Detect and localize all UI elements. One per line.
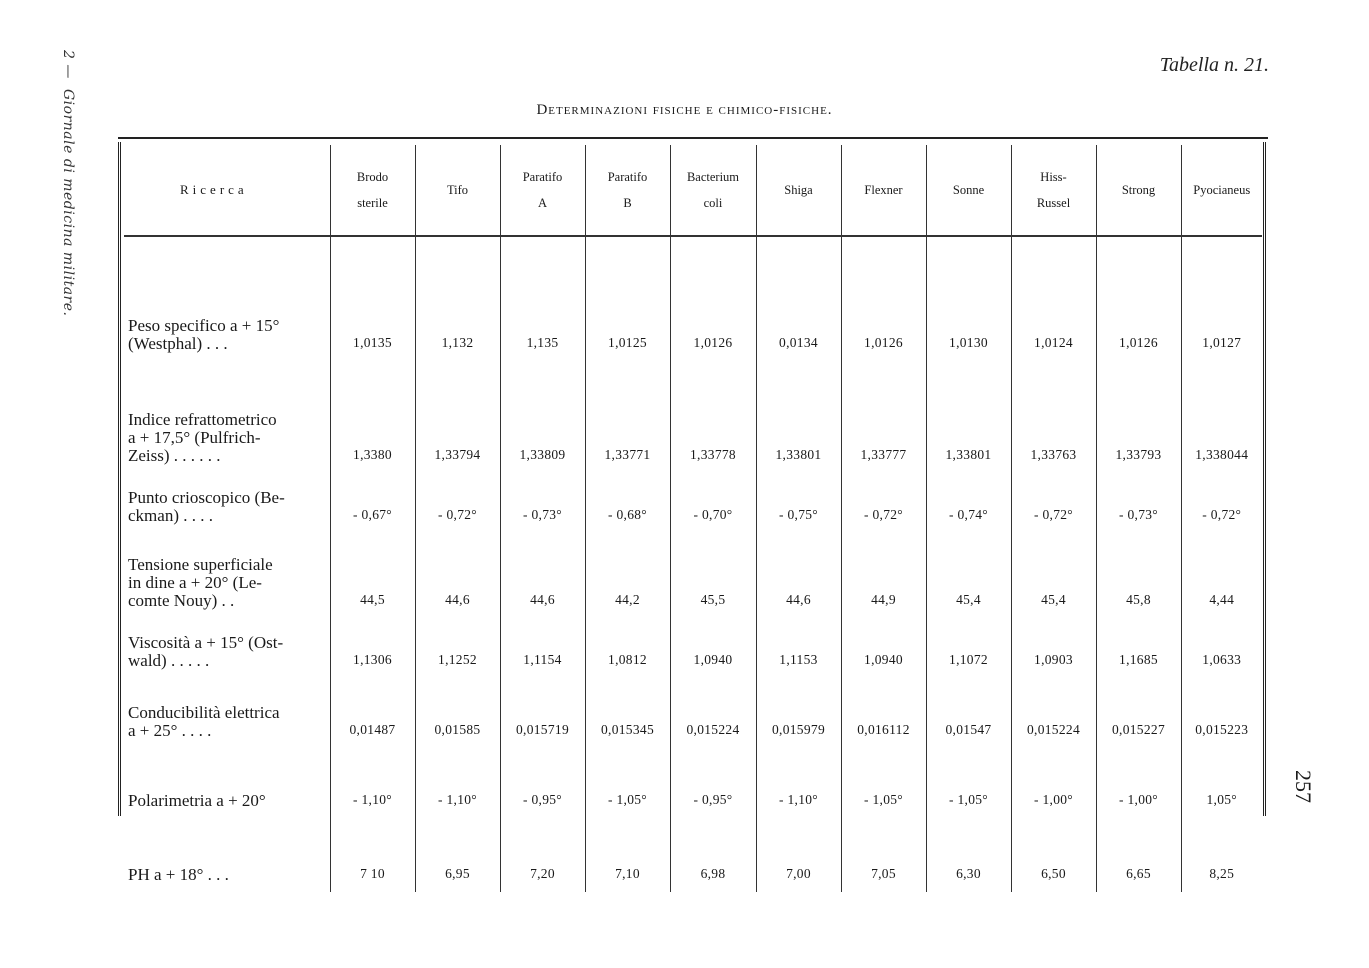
cell-value: 1,1072	[949, 652, 988, 667]
top-rule	[118, 137, 1268, 139]
side-note	[48, 50, 88, 350]
cell-value: 1,135	[526, 335, 559, 350]
table-cell	[756, 361, 841, 473]
table-cell	[670, 533, 756, 618]
row-label-line: Zeiss) . . . . . .	[128, 446, 221, 465]
page-marker: 2 —	[60, 50, 76, 79]
table-cell	[500, 748, 585, 818]
cell-value: 1,0633	[1202, 652, 1242, 667]
cell-value: - 0,73°	[1119, 507, 1158, 522]
cell-value: 0,015345	[600, 722, 655, 737]
table-cell	[330, 618, 415, 678]
table-cell	[841, 818, 926, 892]
measurements-table	[124, 145, 1262, 892]
table-cell	[330, 473, 415, 533]
row-label-line: Conducibilità elettrica	[128, 703, 280, 722]
table-cell	[841, 361, 926, 473]
cell-value: - 0,95°	[523, 792, 562, 807]
cell-value: 1,0130	[949, 335, 988, 350]
cell-value: 1,33771	[604, 447, 651, 462]
table-cell	[1011, 818, 1096, 892]
column-header-line1: Paratifo	[607, 170, 648, 184]
column-header	[926, 145, 1011, 236]
cell-value: 1,33801	[945, 447, 992, 462]
page-title: Determinazioni fisiche e chimico-fisiche.	[536, 102, 833, 118]
table-cell	[670, 361, 756, 473]
table-cell	[500, 236, 585, 361]
column-header	[670, 145, 756, 236]
table-cell	[841, 748, 926, 818]
table-cell	[1096, 533, 1181, 618]
table-cell	[926, 236, 1011, 361]
cell-value: 1,1685	[1119, 652, 1158, 667]
column-header	[585, 145, 670, 236]
cell-value: 1,3380	[353, 447, 392, 462]
cell-value: 0,015224	[686, 722, 740, 737]
table-cell	[1096, 748, 1181, 818]
table-cell	[1011, 236, 1096, 361]
table-cell	[585, 533, 670, 618]
table-cell	[1181, 533, 1262, 618]
row-label	[124, 533, 330, 618]
table-cell	[1096, 818, 1181, 892]
table-cell	[756, 236, 841, 361]
cell-value: 0,01547	[945, 722, 992, 737]
cell-value: 6,50	[1041, 866, 1066, 881]
table-cell	[1181, 748, 1262, 818]
cell-value: 1,33793	[1115, 447, 1162, 462]
table-cell	[1011, 361, 1096, 473]
table-cell	[1181, 618, 1262, 678]
cell-value: 44,2	[615, 592, 640, 607]
cell-value: 1,338044	[1195, 447, 1249, 462]
column-header-line1: Sonne	[952, 183, 985, 197]
row-label-line: (Westphal) . . .	[128, 334, 228, 353]
table-cell	[330, 818, 415, 892]
cell-value: - 0,72°	[864, 507, 903, 522]
cell-value: 0,015719	[515, 722, 570, 737]
table-cell	[926, 473, 1011, 533]
cell-value: - 1,10°	[779, 792, 818, 807]
cell-value: - 0,67°	[353, 507, 392, 522]
table-cell	[670, 818, 756, 892]
cell-value: 0,016112	[857, 722, 910, 737]
table-cell	[841, 678, 926, 748]
cell-value: 0,01585	[434, 722, 481, 737]
cell-value: 0,015224	[1026, 722, 1081, 737]
cell-value: 1,0125	[608, 335, 647, 350]
cell-value: 1,132	[441, 335, 474, 350]
column-header-line1: Paratifo	[522, 170, 563, 184]
table-row	[124, 618, 1262, 678]
table-body	[124, 236, 1262, 892]
table-row	[124, 818, 1262, 892]
row-label	[124, 678, 330, 748]
cell-value: - 1,00°	[1034, 792, 1073, 807]
row-label	[124, 618, 330, 678]
cell-value: 1,0127	[1202, 335, 1242, 350]
table-cell	[926, 748, 1011, 818]
cell-value: - 0,72°	[1202, 507, 1242, 522]
cell-value: - 0,73°	[523, 507, 562, 522]
table-cell	[500, 818, 585, 892]
table-cell	[585, 748, 670, 818]
cell-value: 0,01487	[349, 722, 396, 737]
row-label-line: Punto crioscopico (Be-	[128, 488, 285, 507]
table-cell	[756, 618, 841, 678]
cell-value: 0,015227	[1111, 722, 1166, 737]
row-label-line: ckman) . . . .	[128, 506, 213, 525]
row-label-line: Viscosità a + 15° (Ost-	[128, 633, 284, 652]
cell-value: - 1,10°	[438, 792, 477, 807]
table-cell	[756, 473, 841, 533]
column-header-line2: sterile	[357, 196, 388, 210]
table-cell	[1011, 473, 1096, 533]
cell-value: - 0,72°	[1034, 507, 1073, 522]
table-cell	[1096, 473, 1181, 533]
row-label-line: Indice refrattometrico	[128, 410, 277, 429]
cell-value: 6,30	[956, 866, 981, 881]
table-row	[124, 678, 1262, 748]
table-cell	[1096, 236, 1181, 361]
column-header-line1: Bacterium	[686, 170, 740, 184]
cell-value: 45,5	[700, 592, 726, 607]
column-header	[756, 145, 841, 236]
column-header-line1: Shiga	[784, 183, 813, 197]
row-label	[124, 236, 330, 361]
table-cell	[756, 533, 841, 618]
table-cell	[330, 361, 415, 473]
cell-value: - 1,05°	[864, 792, 903, 807]
header-row	[124, 145, 1262, 236]
row-label	[124, 361, 330, 473]
table-cell	[670, 748, 756, 818]
table-cell	[1096, 678, 1181, 748]
cell-value: 1,1306	[353, 652, 392, 667]
table-cell	[415, 678, 500, 748]
table-cell	[415, 618, 500, 678]
cell-value: 4,44	[1209, 592, 1235, 607]
table-cell	[926, 361, 1011, 473]
table-cell	[585, 236, 670, 361]
table-cell	[926, 678, 1011, 748]
cell-value: 6,98	[700, 866, 726, 881]
table-row	[124, 473, 1262, 533]
row-label-line: Tensione superficiale	[128, 555, 273, 574]
row-label	[124, 473, 330, 533]
table-cell	[585, 473, 670, 533]
cell-value: 1,33794	[434, 447, 481, 462]
column-header-line2: B	[623, 196, 632, 210]
table-cell	[756, 748, 841, 818]
table-cell	[415, 748, 500, 818]
table-cell	[1181, 818, 1262, 892]
table-cell	[585, 678, 670, 748]
row-label	[124, 818, 330, 892]
row-label-line: wald) . . . . .	[128, 651, 210, 670]
table-cell	[330, 678, 415, 748]
column-header	[1096, 145, 1181, 236]
table-cell	[500, 533, 585, 618]
cell-value: 1,0940	[693, 652, 733, 667]
cell-value: 8,25	[1209, 866, 1235, 881]
column-header-line1: Tifo	[446, 183, 469, 197]
cell-value: 44,6	[786, 592, 811, 607]
cell-value: 0,015979	[771, 722, 826, 737]
cell-value: 1,0940	[864, 652, 903, 667]
cell-value: 1,33777	[860, 447, 907, 462]
cell-value: 7 10	[360, 866, 385, 881]
column-header-line2: coli	[703, 196, 723, 210]
cell-value: 7,00	[786, 866, 811, 881]
cell-value: 7,20	[530, 866, 555, 881]
table-cell	[756, 678, 841, 748]
cell-value: 6,95	[445, 866, 470, 881]
column-header	[1011, 145, 1096, 236]
journal-title: Giornale di medicina militare.	[60, 88, 76, 317]
table-cell	[756, 818, 841, 892]
table-cell	[500, 361, 585, 473]
column-header-line1: Flexner	[864, 183, 903, 197]
cell-value: 1,33763	[1030, 447, 1077, 462]
cell-value: 1,0126	[693, 335, 733, 350]
cell-value: 1,0124	[1034, 335, 1073, 350]
table-row	[124, 361, 1262, 473]
cell-value: - 0,74°	[949, 507, 988, 522]
table-cell	[1011, 618, 1096, 678]
cell-value: 1,33801	[775, 447, 822, 462]
table-cell	[415, 236, 500, 361]
cell-value: 44,5	[360, 592, 385, 607]
column-header-line2: Russel	[1036, 196, 1071, 210]
cell-value: 44,9	[871, 592, 896, 607]
table-cell	[926, 818, 1011, 892]
table-cell	[330, 748, 415, 818]
table-cell	[415, 533, 500, 618]
cell-value: 1,0126	[1119, 335, 1158, 350]
cell-value: 1,1252	[438, 652, 477, 667]
table-cell	[1181, 678, 1262, 748]
cell-value: - 0,70°	[693, 507, 733, 522]
cell-value: 1,0135	[353, 335, 392, 350]
row-label-line: PH a + 18° . . .	[128, 865, 229, 884]
cell-value: - 1,00°	[1119, 792, 1158, 807]
table-cell	[670, 678, 756, 748]
table-row	[124, 236, 1262, 361]
table-cell	[585, 618, 670, 678]
table-cell	[1096, 361, 1181, 473]
table-cell	[415, 818, 500, 892]
cell-value: 0,015223	[1195, 722, 1249, 737]
table-cell	[500, 473, 585, 533]
cell-value: 44,6	[445, 592, 470, 607]
table-cell	[926, 618, 1011, 678]
table-cell	[415, 361, 500, 473]
table-cell	[1011, 678, 1096, 748]
table-cell	[670, 473, 756, 533]
cell-value: 1,0903	[1034, 652, 1073, 667]
table-cell	[841, 236, 926, 361]
table-cell	[1011, 748, 1096, 818]
row-label-line: Peso specifico a + 15°	[128, 316, 280, 335]
row-label-line: Polarimetria a + 20°	[128, 791, 266, 810]
row-label-line: comte Nouy) . .	[128, 591, 235, 610]
table-cell	[841, 473, 926, 533]
header-ricerca: Ricerca	[124, 145, 330, 236]
row-label-line: in dine a + 20° (Le-	[128, 573, 262, 592]
page-number: 257	[1291, 770, 1316, 803]
column-header-line2: A	[537, 196, 548, 210]
row-label-line: a + 17,5° (Pulfrich-	[128, 428, 261, 447]
cell-value: - 0,95°	[693, 792, 733, 807]
cell-value: - 0,72°	[438, 507, 477, 522]
row-label	[124, 748, 330, 818]
cell-value: - 1,05°	[608, 792, 647, 807]
table-cell	[841, 618, 926, 678]
table-cell	[670, 236, 756, 361]
column-header-line1: Pyocianeus	[1193, 183, 1251, 197]
table-row	[124, 533, 1262, 618]
table-cell	[585, 818, 670, 892]
cell-value: 7,05	[871, 866, 896, 881]
cell-value: 44,6	[530, 592, 555, 607]
table-cell	[1181, 473, 1262, 533]
column-header	[1181, 145, 1262, 236]
cell-value: 6,65	[1126, 866, 1151, 881]
cell-value: 1,0126	[864, 335, 903, 350]
table-cell	[1181, 236, 1262, 361]
cell-value: - 1,10°	[353, 792, 392, 807]
table-cell	[500, 618, 585, 678]
table-row	[124, 748, 1262, 818]
table-cell	[500, 678, 585, 748]
table-cell	[1011, 533, 1096, 618]
column-header-line1: Brodo	[356, 170, 389, 184]
cell-value: - 1,05°	[949, 792, 988, 807]
cell-value: 45,4	[956, 592, 981, 607]
cell-value: - 0,68°	[608, 507, 647, 522]
cell-value: 45,4	[1041, 592, 1066, 607]
table-cell	[585, 361, 670, 473]
table-cell	[841, 533, 926, 618]
table-cell	[415, 473, 500, 533]
column-header-line1: Strong	[1121, 183, 1156, 197]
cell-value: 1,33778	[690, 447, 736, 462]
table-cell	[1096, 618, 1181, 678]
column-header-line1: Hiss-	[1040, 170, 1067, 184]
table-cell	[330, 533, 415, 618]
column-header	[415, 145, 500, 236]
cell-value: 1,0812	[608, 652, 647, 667]
cell-value: 0,0134	[779, 335, 818, 350]
cell-value: 1,33809	[519, 447, 566, 462]
cell-value: 1,05°	[1206, 792, 1238, 807]
column-header	[500, 145, 585, 236]
table-cell	[926, 533, 1011, 618]
table-number: Tabella n. 21.	[1159, 54, 1269, 76]
cell-value: 45,8	[1126, 592, 1151, 607]
cell-value: 7,10	[615, 866, 640, 881]
table-cell	[1181, 361, 1262, 473]
row-label-line: a + 25° . . . .	[128, 721, 212, 740]
table-cell	[670, 618, 756, 678]
table-cell	[330, 236, 415, 361]
cell-value: 1,1154	[523, 652, 562, 667]
column-header	[841, 145, 926, 236]
column-header	[330, 145, 415, 236]
cell-value: 1,1153	[779, 652, 818, 667]
cell-value: - 0,75°	[779, 507, 818, 522]
